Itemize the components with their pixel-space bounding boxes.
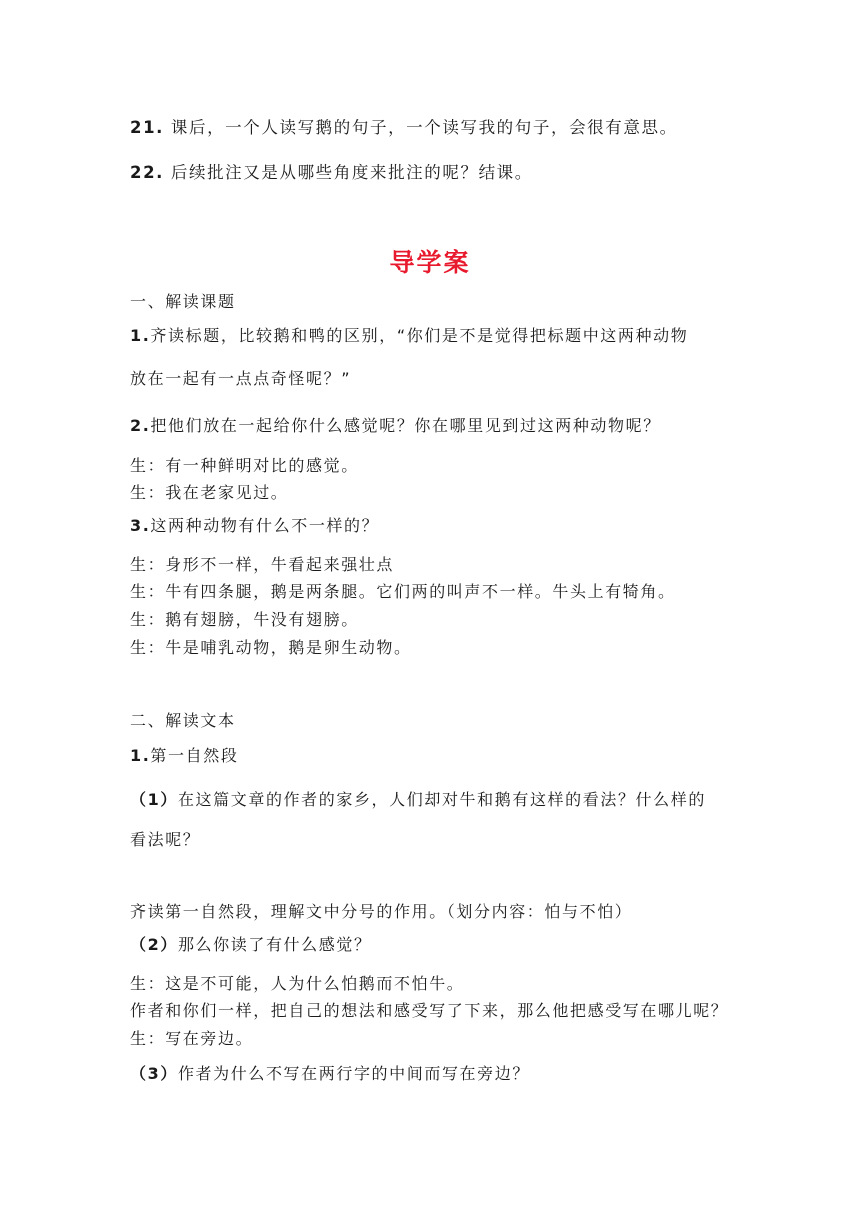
prompt-number: （1） [130,790,178,809]
item-number: 22. [130,163,165,182]
question-1 [130,326,688,346]
answer-line: 生：写在旁边。 [130,1029,254,1048]
prompt-text: 在这篇文章的作者的家乡，人们却对牛和鹅有这样的看法？什么样的 [177,790,706,809]
answer-line: 生：鹅有翅膀，牛没有翅膀。 [130,610,359,629]
prompt-text: 那么你读了有什么感觉？ [177,935,372,954]
item-21 [130,118,678,138]
answer-line: 生：身形不一样，牛看起来强壮点 [130,555,395,574]
prompt-3 [130,1064,530,1084]
subsection-1 [130,746,238,766]
prompt-number: （3） [130,1064,178,1083]
subsection-number: 1. [130,746,151,765]
item-22 [130,163,533,183]
page-heading: 导学案 [389,248,471,277]
answer-line: 生：牛是哺乳动物，鹅是卵生动物。 [130,638,412,657]
answer-line: 作者和你们一样，把自己的想法和感受写了下来，那么他把感受写在哪儿呢？ [130,1001,729,1020]
question-number: 1. [130,326,151,345]
answer-line: 生：牛有四条腿，鹅是两条腿。它们两的叫声不一样。牛头上有犄角。 [130,582,676,601]
prompt-text: 作者为什么不写在两行字的中间而写在旁边？ [177,1064,530,1083]
question-number: 3. [130,516,151,535]
prompt-number: （2） [130,935,178,954]
prompt-2 [130,935,372,955]
question-text: 把他们放在一起给你什么感觉呢？你在哪里见到过这两种动物呢？ [150,416,661,435]
subsection-text: 第一自然段 [150,746,239,765]
section-2-title: 二、解读文本 [130,711,236,730]
question-text: 这两种动物有什么不一样的？ [150,516,380,535]
question-3 [130,516,379,536]
prompt-1 [130,790,706,810]
answer-line: 生：这是不可能，人为什么怕鹅而不怕牛。 [130,974,465,993]
reading-instruction: 齐读第一自然段，理解文中分号的作用。（划分内容：怕与不怕） [130,902,633,921]
answer-line: 生：有一种鲜明对比的感觉。 [130,456,359,475]
item-text: 课后，一个人读写鹅的句子，一个读写我的句子，会很有意思。 [164,118,678,137]
item-number: 21. [130,118,165,137]
item-text: 后续批注又是从哪些角度来批注的呢？结课。 [164,163,533,182]
question-1-continuation: 放在一起有一点点奇怪呢？” [130,369,352,388]
question-2 [130,416,661,436]
prompt-1-continuation: 看法呢？ [130,830,201,849]
question-number: 2. [130,416,151,435]
question-text: 齐读标题，比较鹅和鸭的区别，“你们是不是觉得把标题中这两种动物 [150,326,689,345]
section-1-title: 一、解读课题 [130,292,236,311]
answer-line: 生：我在老家见过。 [130,483,289,502]
